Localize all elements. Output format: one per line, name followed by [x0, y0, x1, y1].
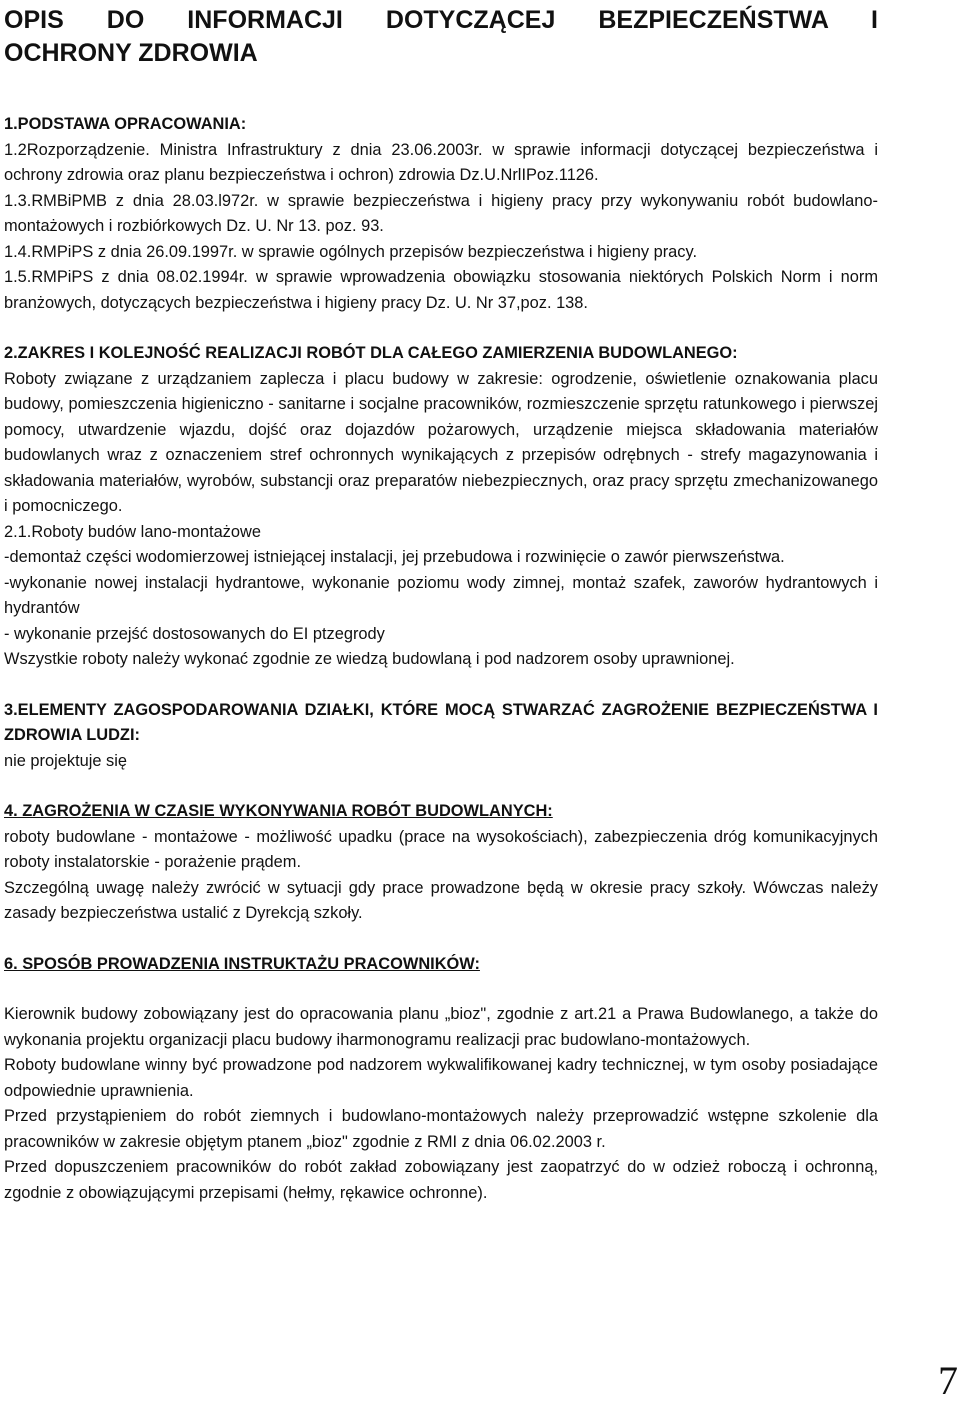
- document-title: [4, 0, 878, 70]
- reference-item: [4, 189, 878, 240]
- section-6-paragraph: Roboty budowlane winny być prowadzone pod nadzorem wykwalifikowanej kadry technicznej, w tym osoby posiadające odpowiednie uprawnienia.: [4, 1056, 878, 1100]
- title-line-1: OPIS DO INFORMACJI DOTYCZĄCEJ BEZPIECZEŃSTWA I: [4, 6, 878, 34]
- section-2-paragraph: Roboty związane z urządzaniem zaplecza i placu budowy w zakresie: ogrodzenie, oświetlenie oznakowania placu budowy, pomieszczenia higieniczno - sanitarne i socjalne pracowników, rozmieszczenie sprzętu ratunkowego i pierwszej pomocy, utwardzenie wjazdu, dojść oraz dojazdów pożarowych, urządzenie miejsca składowania materiałów budowlanych wraz z oznaczeniem stref ochronnych wynikających z przepisów odrębnych - strefy magazynowania i składowania materiałów, wyrobów, substancji oraz preparatów niebezpiecznych, oraz pracy sprzętu zmechanizowanego i pomocniczego.: [4, 369, 878, 515]
- reference-text: Rozporządzenie. Ministra Infrastruktury z dnia 23.06.2003r. w sprawie informacji dotyczącej bezpieczeństwa i ochrony zdrowia oraz planu bezpieczeństwa i ochron) zdrowia Dz.U.NrlIPoz.1126.: [4, 140, 878, 184]
- section-2-paragraph: -wykonanie nowej instalacji hydrantowe, wykonanie poziomu wody zimnej, montaż szafek, zaworów hydrantowych i hydrantów: [4, 573, 878, 617]
- section-4-paragraph: roboty budowlane - montażowe - możliwość upadku (prace na wysokościach), zabezpieczenia dróg komunikacyjnych roboty instalatorskie - porażenie prądem.: [4, 827, 878, 871]
- section-2-subheading: 2.1.Roboty budów lano-montażowe: [4, 522, 261, 541]
- section-1-heading: 1.PODSTAWA OPRACOWANIA:: [4, 115, 247, 133]
- reference-item: [4, 265, 878, 316]
- section-2-paragraph: Wszystkie roboty należy wykonać zgodnie ze wiedzą budowlaną i pod nadzorem osoby uprawnionej.: [4, 650, 735, 668]
- spacer: [4, 673, 878, 698]
- reference-number: 1.2: [4, 140, 27, 159]
- reference-text: RMPiPS z dnia 26.09.1997r. w sprawie ogólnych przepisów bezpieczeństwa i higieny pracy.: [31, 242, 698, 261]
- spacer: [4, 927, 878, 952]
- reference-number: 1.5.: [4, 268, 32, 286]
- section-2-paragraph: -demontaż części wodomierzowej istniejącej instalacji, jej przebudowa i rozwinięcie o zawór pierwszeństwa.: [4, 548, 785, 566]
- reference-item: [4, 240, 878, 266]
- section-6-paragraph: Kierownik budowy zobowiązany jest do opracowania planu „bioz", zgodnie z art.21 a Prawa Budowlanego, a także do wykonania projektu organizacji placu budowy iharmonogramu realizacji prac budowlano-montażowych.: [4, 1005, 878, 1049]
- section-4: [4, 799, 878, 927]
- reference-number: 1.3.: [4, 191, 32, 210]
- page-number: 7: [938, 1358, 958, 1403]
- section-6-heading: 6. SPOSÓB PROWADZENIA INSTRUKTAŻU PRACOWNIKÓW:: [4, 954, 480, 973]
- section-3-paragraph: nie projektuje się: [4, 751, 128, 770]
- section-3: [4, 698, 878, 775]
- section-2-paragraph: - wykonanie przejść dostosowanych do EI ptzegrody: [4, 624, 385, 643]
- reference-text: RMBiPMB z dnia 28.03.l972r. w sprawie bezpieczeństwa i higieny pracy przy wykonywaniu robót budowlano-montażowych i rozbiórkowych Dz. U. Nr 13. poz. 93.: [4, 191, 878, 235]
- section-2: [4, 341, 878, 673]
- section-1: [4, 112, 878, 316]
- document-page: [4, 0, 878, 1206]
- spacer: [4, 774, 878, 799]
- reference-item: [4, 138, 878, 189]
- section-4-paragraph: Szczególną uwagę należy zwrócić w sytuacji gdy prace prowadzone będą w okresie pracy szkoły. Wówczas należy zasady bezpieczeństwa ustalić z Dyrekcją szkoły.: [4, 878, 878, 922]
- section-6-paragraph: Przed przystąpieniem do robót ziemnych i budowlano-montażowych należy przeprowadzić wstępne szkolenie dla pracowników w zakresie objętym ptanem „bioz" zgodnie z RMI z dnia 06.02.2003 r.: [4, 1107, 878, 1151]
- title-line-2: OCHRONY ZDROWIA: [4, 39, 258, 67]
- section-3-heading: 3.ELEMENTY ZAGOSPODAROWANIA DZIAŁKI, KTÓRE MOCĄ STWARZAĆ ZAGROŻENIE BEZPIECZEŃSTWA I ZDROWIA LUDZI:: [4, 700, 878, 744]
- reference-text: RMPiPS z dnia 08.02.1994r. w sprawie wprowadzenia obowiązku stosowania niektórych Polskich Norm i norm branżowych, dotyczących bezpieczeństwa i higieny pracy Dz. U. Nr 37,poz. 138.: [4, 268, 878, 312]
- reference-number: 1.4.: [4, 242, 32, 261]
- section-2-heading: 2.ZAKRES I KOLEJNOŚĆ REALIZACJI ROBÓT DLA CAŁEGO ZAMIERZENIA BUDOWLANEGO:: [4, 344, 738, 362]
- section-6-paragraph: Przed dopuszczeniem pracowników do robót zakład zobowiązany jest zaopatrzyć do w odzież roboczą i ochronną, zgodnie z obowiązującymi przepisami (hełmy, rękawice ochronne).: [4, 1158, 878, 1202]
- section-6: [4, 952, 878, 1207]
- section-4-heading: 4. ZAGROŻENIA W CZASIE WYKONYWANIA ROBÓT BUDOWLANYCH:: [4, 802, 553, 820]
- spacer: [4, 316, 878, 341]
- spacer: [4, 977, 878, 1002]
